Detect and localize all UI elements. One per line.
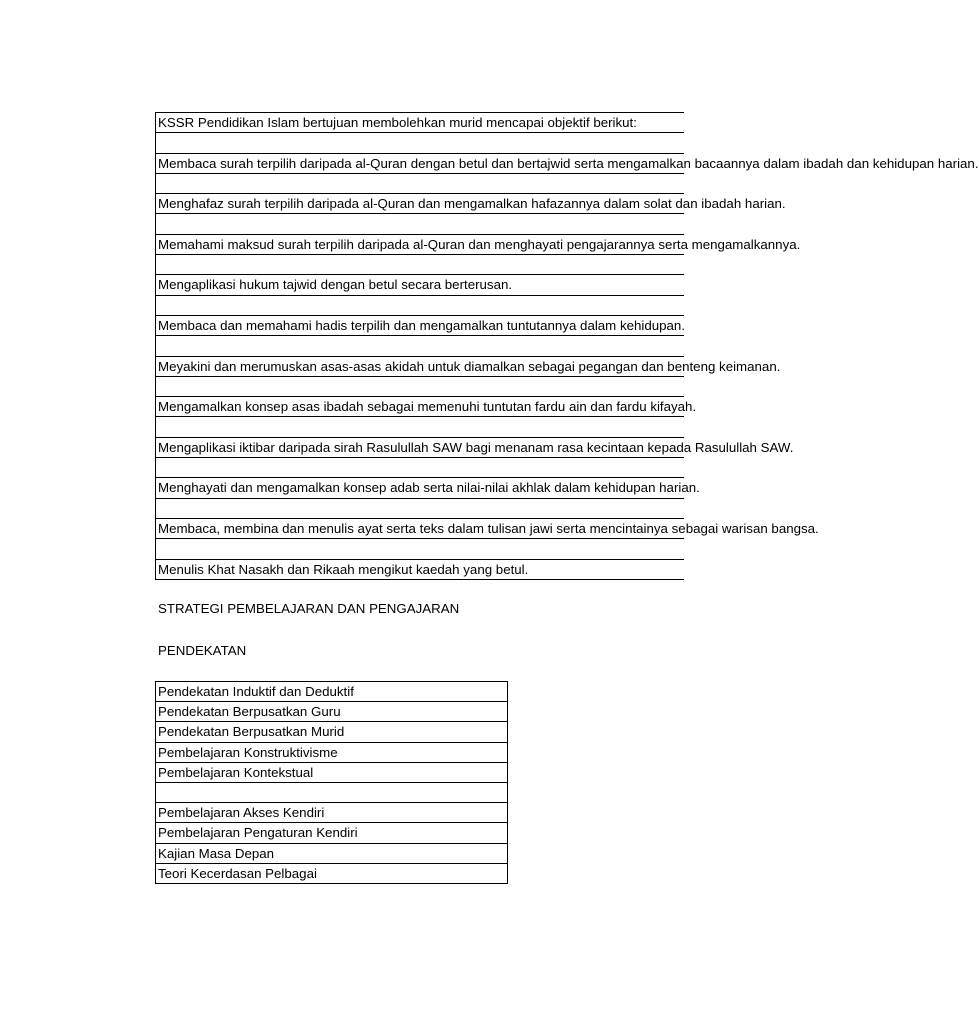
objective-row: Mengaplikasi hukum tajwid dengan betul secara berterusan. xyxy=(155,275,684,295)
approach-row: Pembelajaran Pengaturan Kendiri xyxy=(156,823,507,843)
objective-row-blank xyxy=(155,499,684,519)
approach-row: Kajian Masa Depan xyxy=(156,844,507,864)
objective-row: KSSR Pendidikan Islam bertujuan membolehkan murid mencapai objektif berikut: xyxy=(155,113,684,133)
objective-row-blank xyxy=(155,539,684,559)
objective-row: Membaca surah terpilih daripada al-Quran dengan betul dan bertajwid serta mengamalkan bacaannya dalam ibadah dan kehidupan harian. xyxy=(155,154,684,174)
section-heading-strategy: STRATEGI PEMBELAJARAN DAN PENGAJARAN xyxy=(158,601,460,616)
objective-row-blank xyxy=(155,458,684,478)
objective-row-blank xyxy=(155,214,684,234)
approach-row: Teori Kecerdasan Pelbagai xyxy=(156,864,507,884)
approaches-table xyxy=(155,681,508,884)
objectives-table xyxy=(155,112,979,580)
objective-row: Memahami maksud surah terpilih daripada al-Quran dan menghayati pengajarannya serta mengamalkannya. xyxy=(155,235,684,255)
objective-row-blank xyxy=(155,296,684,316)
objective-row-blank xyxy=(155,255,684,275)
objective-row: Meyakini dan merumuskan asas-asas akidah untuk diamalkan sebagai pegangan dan benteng keimanan. xyxy=(155,357,684,377)
objective-row: Membaca, membina dan menulis ayat serta teks dalam tulisan jawi serta mencintainya sebagai warisan bangsa. xyxy=(155,519,684,539)
objective-row: Mengaplikasi iktibar daripada sirah Rasulullah SAW bagi menanam rasa kecintaan kepada Rasulullah SAW. xyxy=(155,438,684,458)
objective-row: Menghafaz surah terpilih daripada al-Quran dan mengamalkan hafazannya dalam solat dan ibadah harian. xyxy=(155,194,684,214)
objective-row-blank xyxy=(155,417,684,437)
section-heading-approach: PENDEKATAN xyxy=(158,643,247,658)
approach-row: Pendekatan Induktif dan Deduktif xyxy=(156,682,507,702)
objective-row-blank xyxy=(155,133,684,153)
approach-row: Pendekatan Berpusatkan Guru xyxy=(156,702,507,722)
objective-row: Mengamalkan konsep asas ibadah sebagai memenuhi tuntutan fardu ain dan fardu kifayah. xyxy=(155,397,684,417)
approach-row: Pembelajaran Kontekstual xyxy=(156,763,507,783)
objective-row: Membaca dan memahami hadis terpilih dan mengamalkan tuntutannya dalam kehidupan. xyxy=(155,316,684,336)
approach-row: Pembelajaran Konstruktivisme xyxy=(156,743,507,763)
objective-row: Menghayati dan mengamalkan konsep adab serta nilai-nilai akhlak dalam kehidupan harian. xyxy=(155,478,684,498)
approach-row-blank xyxy=(156,783,507,803)
objective-row-blank xyxy=(155,174,684,194)
objective-row-blank xyxy=(155,377,684,397)
approach-row: Pembelajaran Akses Kendiri xyxy=(156,803,507,823)
approach-row: Pendekatan Berpusatkan Murid xyxy=(156,722,507,742)
objective-row: Menulis Khat Nasakh dan Rikaah mengikut kaedah yang betul. xyxy=(155,560,684,580)
objective-row-blank xyxy=(155,336,684,356)
